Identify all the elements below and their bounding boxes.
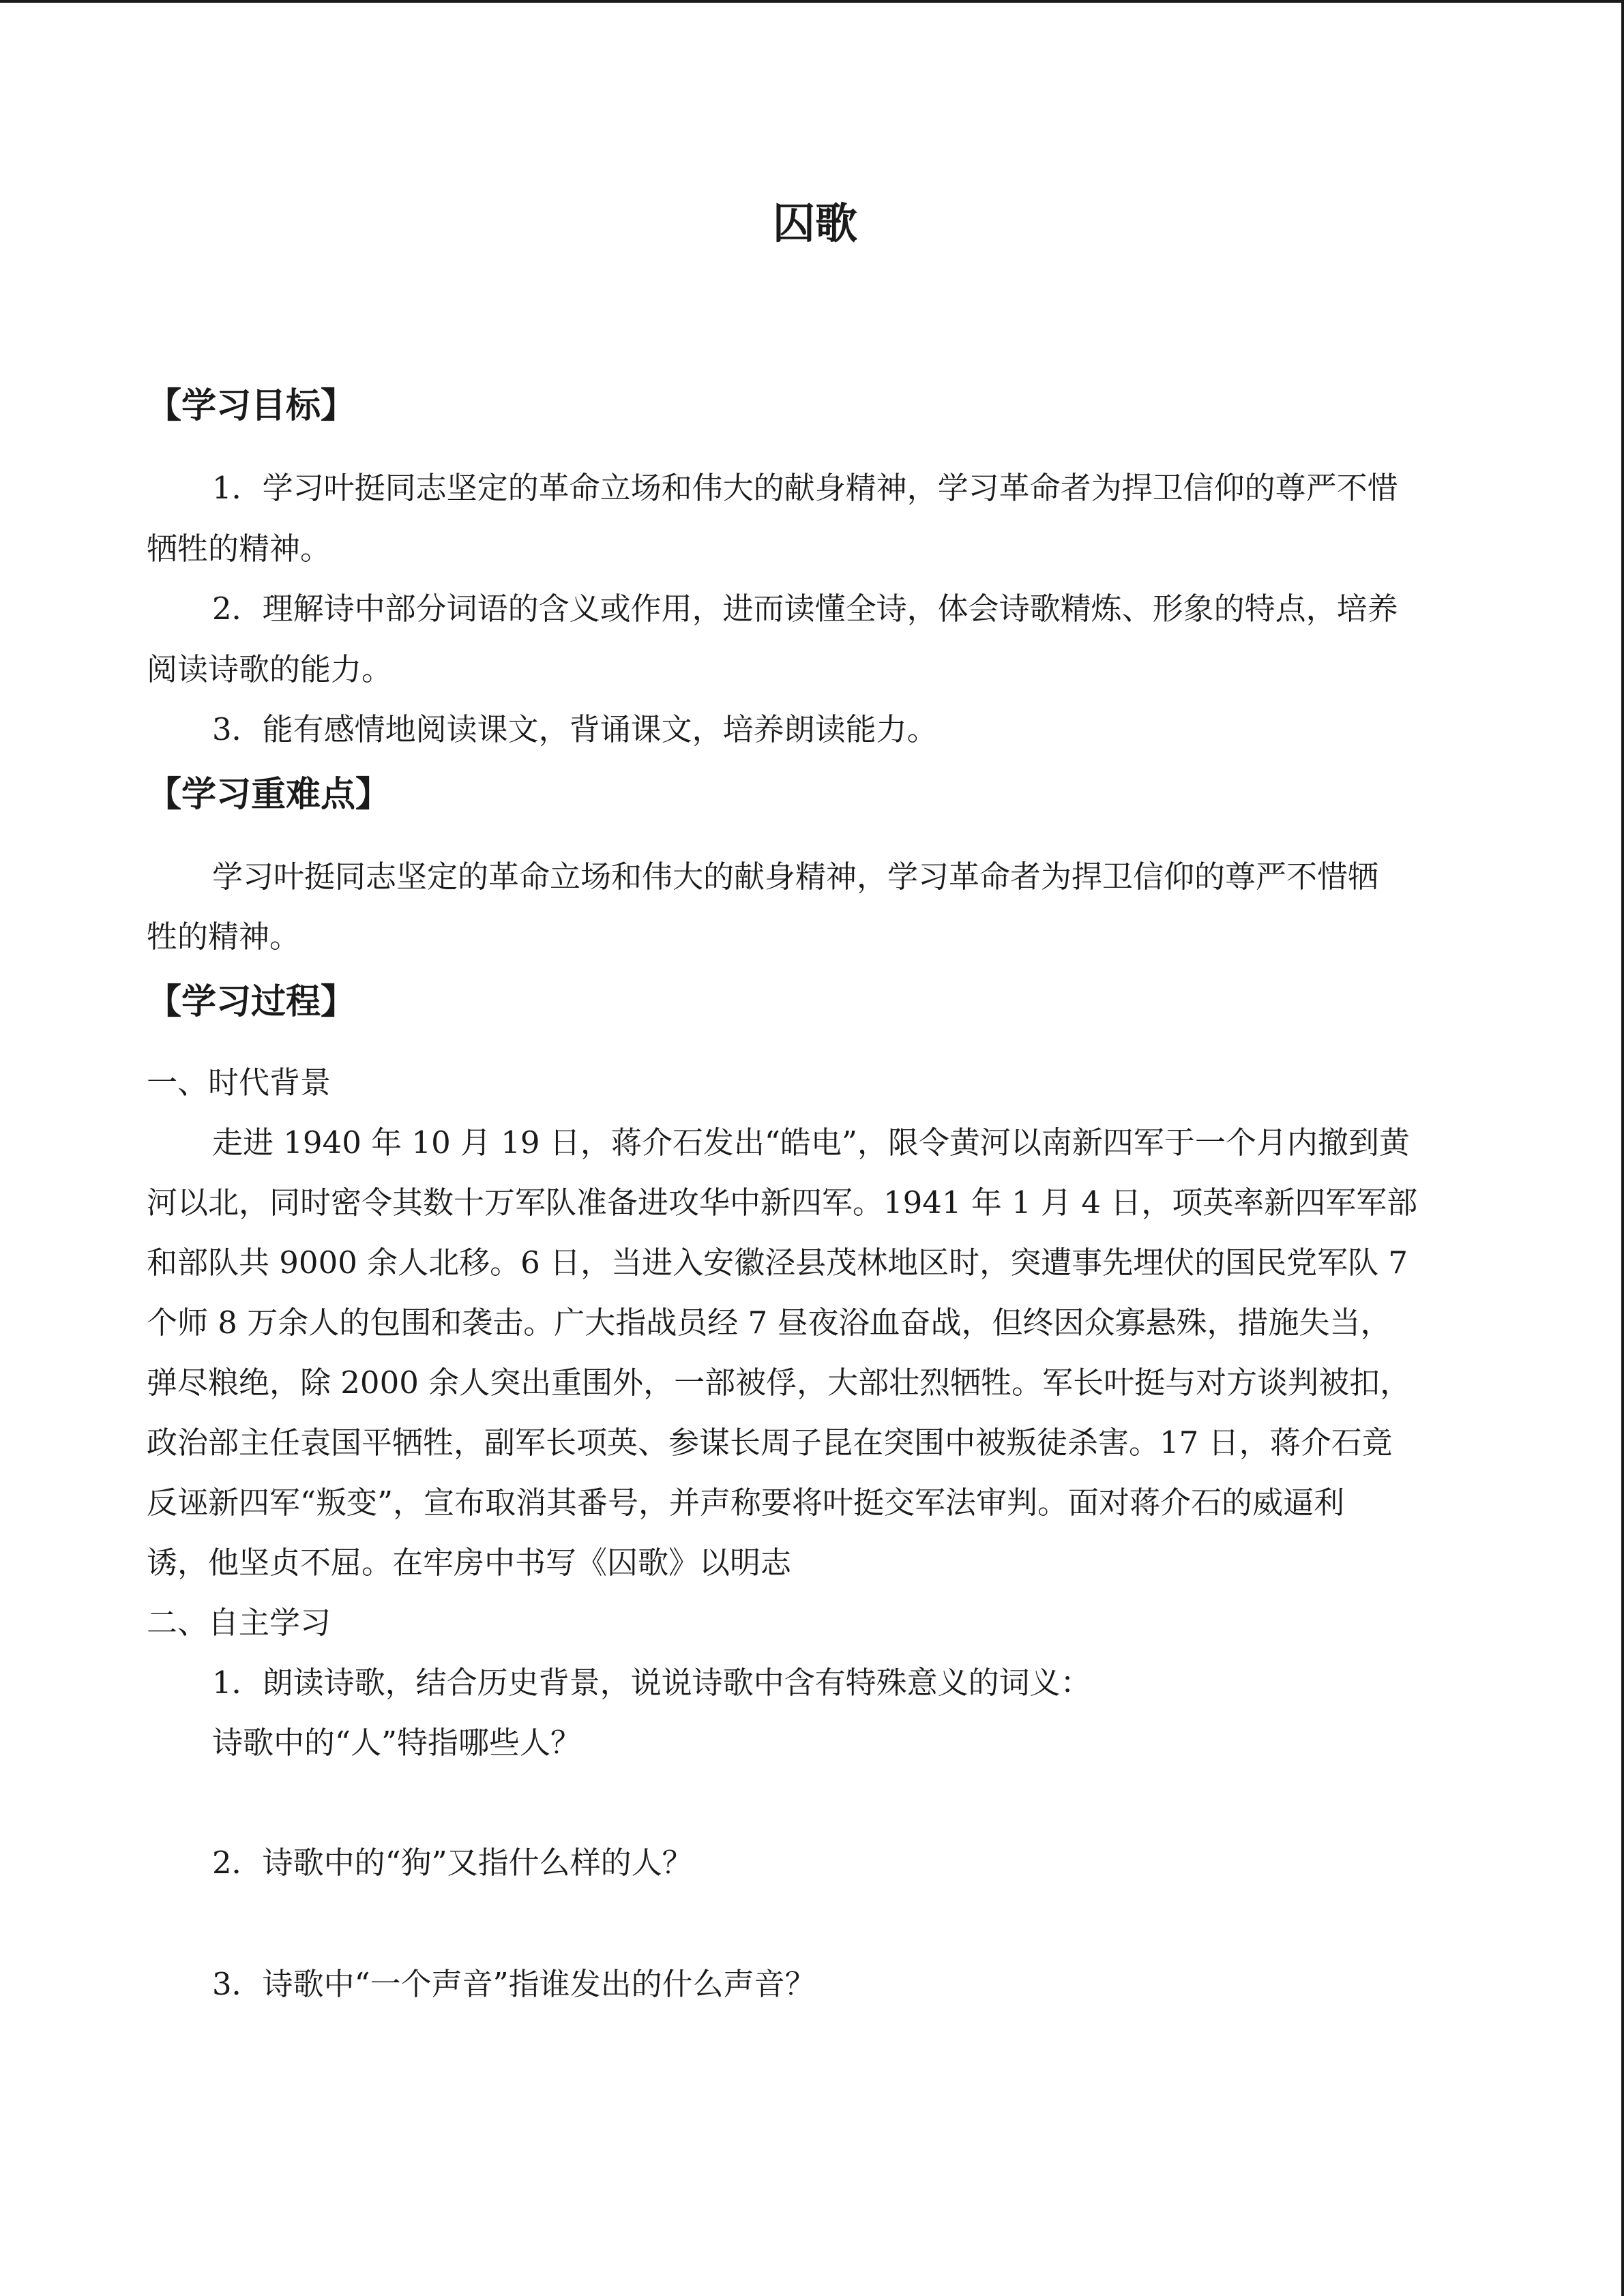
background-paragraph-line: 弹尽粮绝，除 2000 余人突出重围外，一部被俘，大部壮烈牺牲。军长叶挺与对方谈判被扣， — [147, 1365, 1411, 1401]
page-right-border — [1621, 0, 1624, 2296]
question-item: 3．诗歌中“一个声音”指谁发出的什么声音？ — [212, 1966, 816, 2002]
objective-line: 3．能有感情地阅读课文，背诵课文，培养朗读能力。 — [212, 711, 938, 747]
background-paragraph-line: 走进 1940 年 10 月 19 日，蒋介石发出“皓电”，限令黄河以南新四军于一个月内撤到黄 — [212, 1124, 1410, 1161]
question-item: 1．朗读诗歌，结合历史背景，说说诗歌中含有特殊意义的词义： — [212, 1665, 1091, 1701]
self-study-subheading: 二、自主学习 — [147, 1605, 331, 1641]
objective-line: 1．学习叶挺同志坚定的革命立场和伟大的献身精神，学习革命者为捍卫信仰的尊严不惜 — [212, 470, 1398, 506]
key-points-heading: 【学习重难点】 — [147, 774, 391, 815]
question-item: 诗歌中的“人”特指哪些人？ — [212, 1725, 582, 1761]
document-title: 囚歌 — [772, 198, 857, 248]
objective-line: 牺牲的精神。 — [147, 531, 331, 567]
background-paragraph-line: 个师 8 万余人的包围和袭击。广大指战员经 7 昼夜浴血奋战，但终因众寡悬殊，措施失当， — [147, 1304, 1391, 1341]
background-paragraph-line: 反诬新四军“叛变”，宣布取消其番号，并声称要将叶挺交军法审判。面对蒋介石的威逼利 — [147, 1485, 1345, 1521]
key-points-line: 学习叶挺同志坚定的革命立场和伟大的献身精神，学习革命者为捍卫信仰的尊严不惜牺 — [212, 859, 1379, 895]
background-paragraph-line: 政治部主任袁国平牺牲，副军长项英、参谋长周子昆在突围中被叛徒杀害。17 日，蒋介石竟 — [147, 1425, 1393, 1461]
page-top-border — [0, 0, 1624, 3]
objective-line: 2．理解诗中部分词语的含义或作用，进而读懂全诗，体会诗歌精炼、形象的特点，培养 — [212, 591, 1398, 627]
process-heading: 【学习过程】 — [147, 981, 356, 1022]
objectives-heading: 【学习目标】 — [147, 385, 356, 426]
key-points-line: 牲的精神。 — [147, 919, 301, 955]
background-subheading: 一、时代背景 — [147, 1064, 331, 1101]
background-paragraph-line: 诱，他坚贞不屈。在牢房中书写《囚歌》以明志 — [147, 1545, 792, 1581]
objective-line: 阅读诗歌的能力。 — [147, 651, 393, 687]
background-paragraph-line: 和部队共 9000 余人北移。6 日，当进入安徽泾县茂林地区时，突遭事先埋伏的国民党军队 7 — [147, 1244, 1408, 1281]
question-item: 2．诗歌中的“狗”又指什么样的人？ — [212, 1845, 693, 1881]
background-paragraph-line: 河以北，同时密令其数十万军队准备进攻华中新四军。1941 年 1 月 4 日，项英率新四军军部 — [147, 1184, 1418, 1221]
